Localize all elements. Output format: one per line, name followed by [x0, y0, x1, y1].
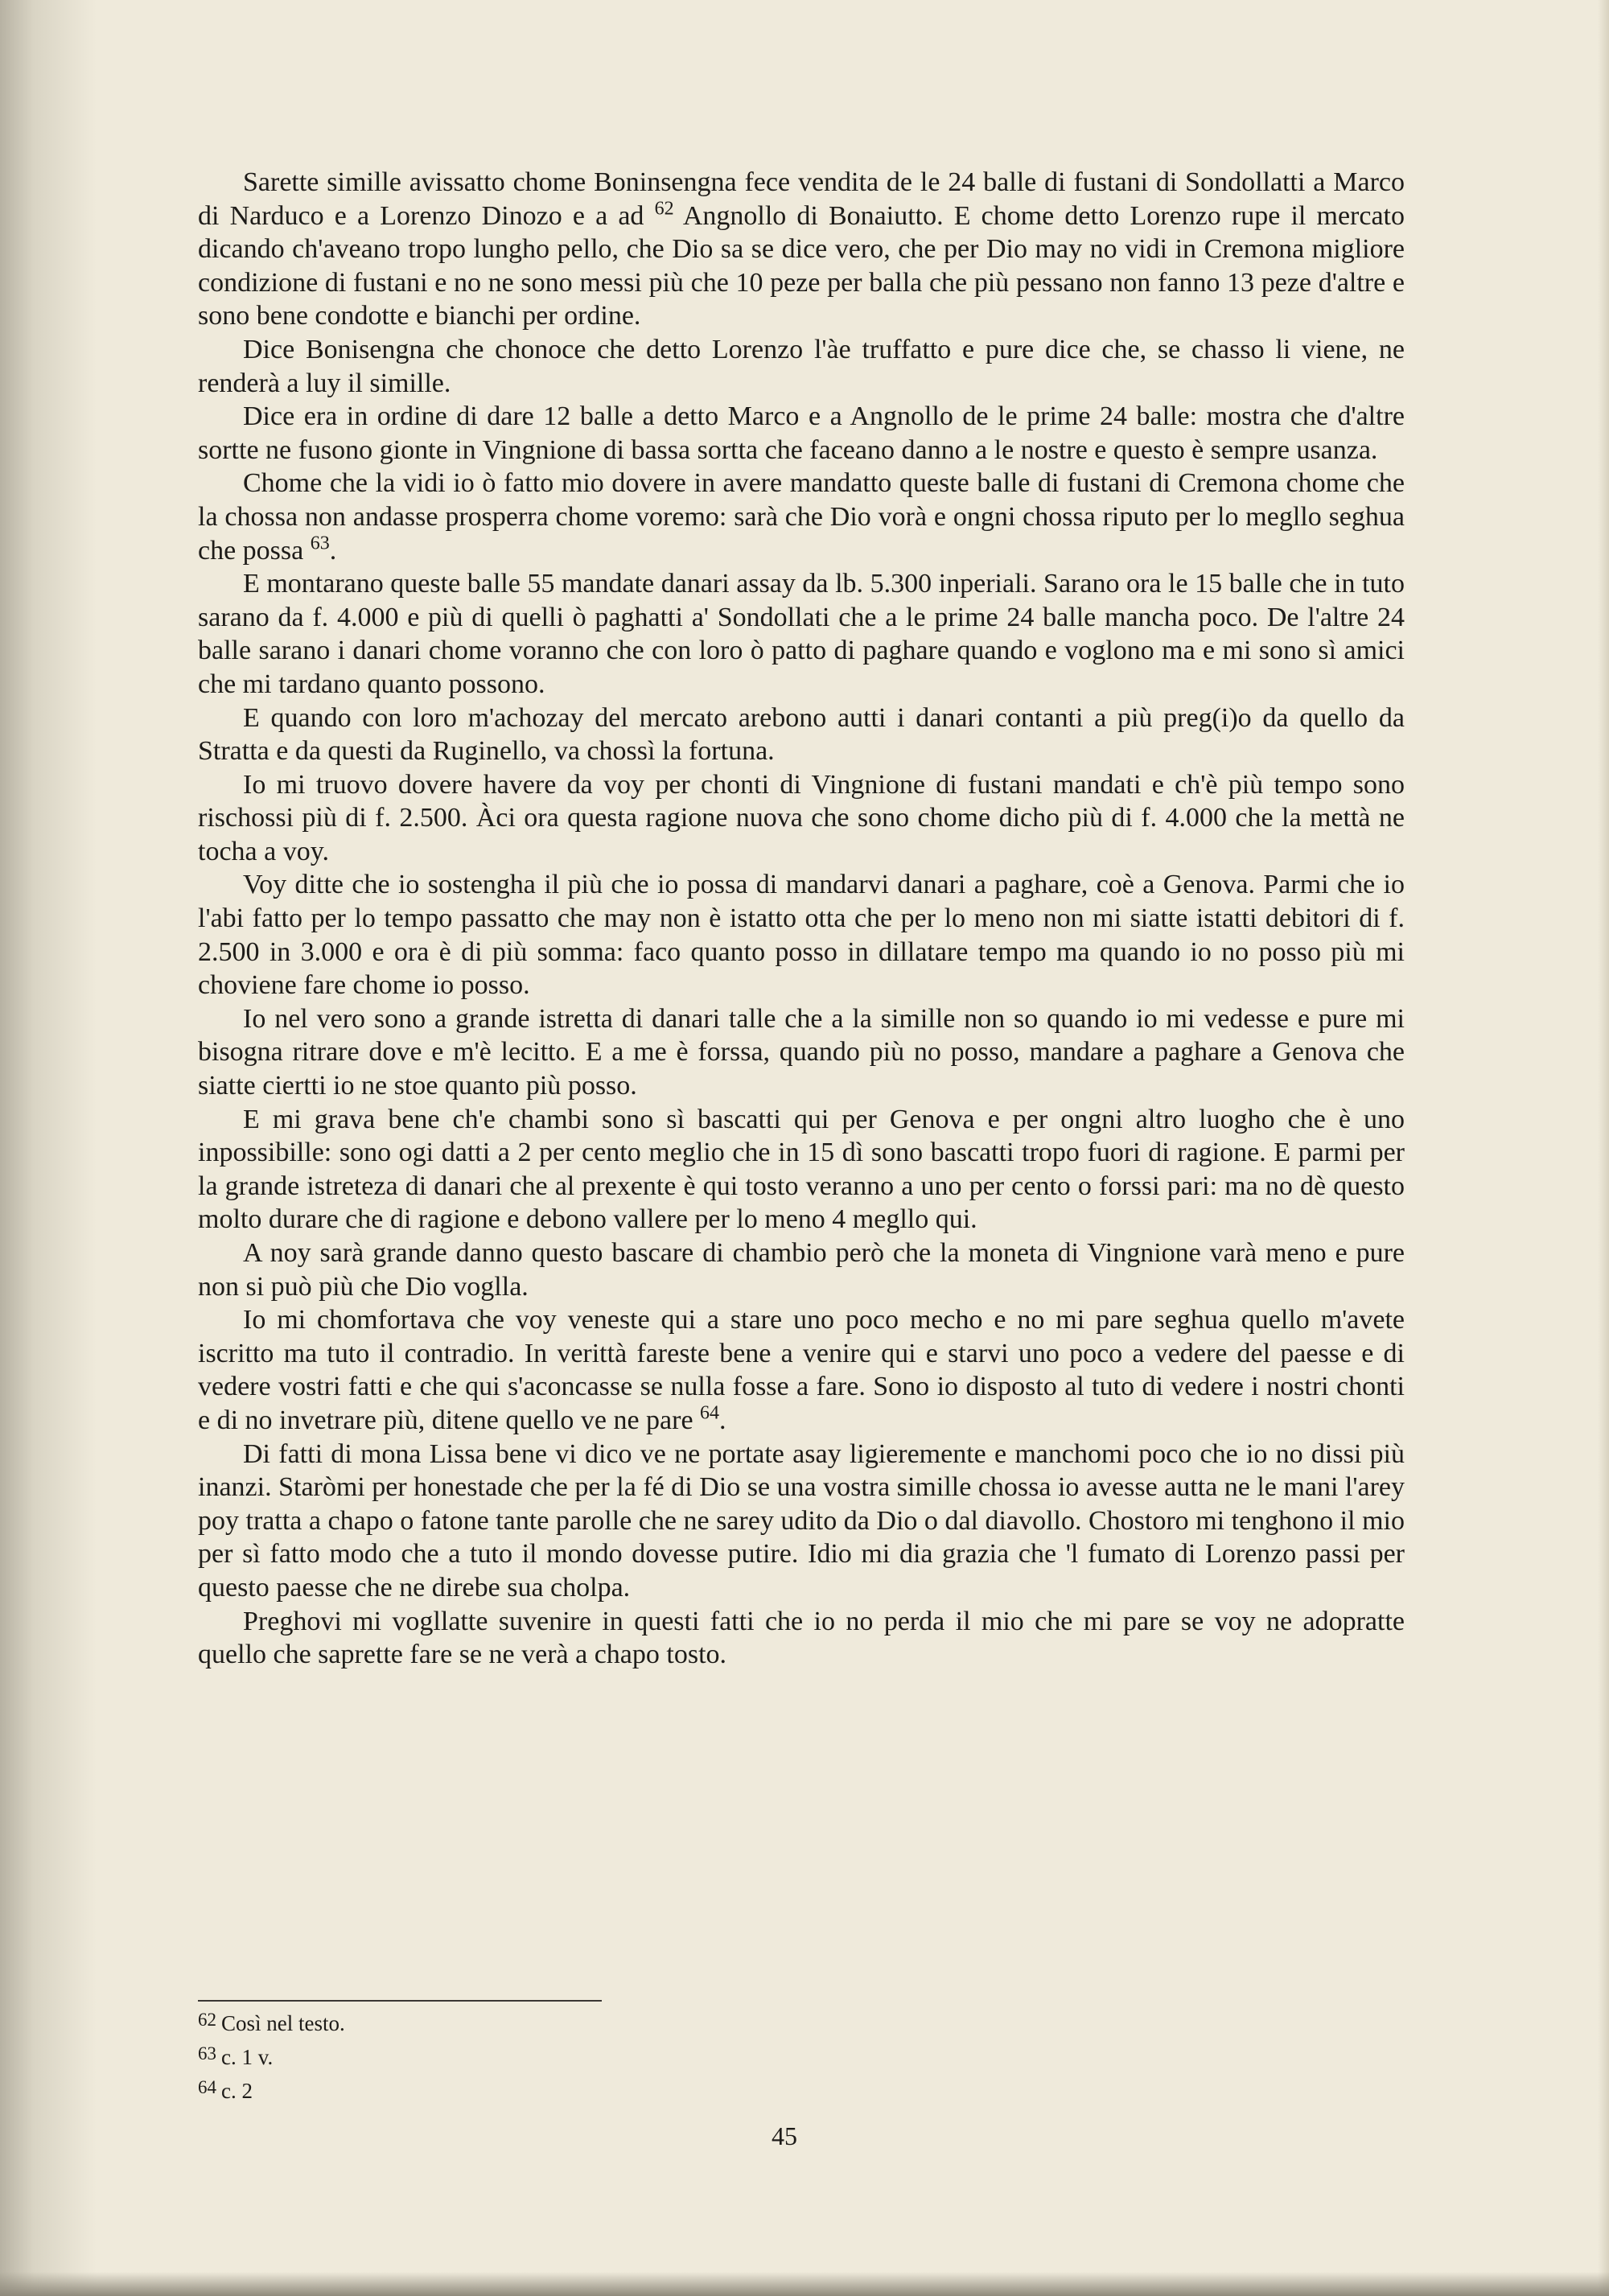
paragraph-text: Dice Bonisengna che chonoce che detto Lorenzo l'àe truffatto e pure dice che, se chasso li viene, ne renderà a luy il simille. — [198, 334, 1405, 398]
footnote — [198, 2039, 345, 2072]
footnote-ref: 63 — [310, 533, 330, 554]
paragraph — [198, 768, 1405, 869]
footnote-text: Così nel testo. — [221, 2011, 345, 2035]
paragraph — [198, 1438, 1405, 1605]
paragraph — [198, 868, 1405, 1002]
paragraph-text: A noy sarà grande danno questo bascare di chambio però che la moneta di Vingnione varà meno e pure non si può più che Dio voglla. — [198, 1238, 1405, 1302]
paragraph — [198, 567, 1405, 701]
paragraph-text: E mi grava bene ch'e chambi sono sì bascatti qui per Genova e per ongni altro luogho che è uno inpossibille: sono ogi datti a 2 per cento meglio che in 15 dì sono bascatti tropo fuori di ragione. E parmi per la grande istreteza di danari che al prexente è qui tosto veranno a uno per cento o forssi pari: ma no dè questo molto durare che di ragione e debono vallere per lo meno 4 megllo qui. — [198, 1104, 1405, 1235]
paragraph — [198, 1303, 1405, 1437]
paragraph-text: . — [329, 535, 337, 566]
paragraph-text: E quando con loro m'achozay del mercato arebono autti i danari contanti a più preg(i)o da quello da Stratta e da questi da Ruginello, va chossì la fortuna. — [198, 702, 1405, 767]
footnote-ref: 64 — [700, 1402, 720, 1424]
footnote-text: c. 2 — [221, 2079, 253, 2103]
paragraph-text: Sarette simille avissatto chome Boninsengna fece vendita de le 24 balle di fustani di Sondollatti a Marco di Narduco e a Lorenzo Dinozo e a ad — [198, 167, 1405, 231]
paragraph-text: Angnollo di Bonaiutto. E chome detto Lorenzo rupe il mercato dicando ch'aveano tropo lungho pello, che Dio sa se dice vero, che per Dio may no vidi in Cremona migliore condizione di fustani e no ne sono messi più che 10 peze per balla che più pessano non fanno 13 peze d'altre e sono bene condotte e bianchi per ordine. — [198, 200, 1405, 331]
paragraph — [198, 1002, 1405, 1103]
footnote-number: 62 — [198, 2010, 216, 2030]
footnote-text: c. 1 v. — [221, 2045, 274, 2069]
footnote-separator — [198, 2000, 602, 2002]
paragraph-text: E montarano queste balle 55 mandate danari assay da lb. 5.300 inperiali. Sarano ora le 15 balle che in tuto sarano da f. 4.000 e più di quelli ò paghatti a' Sondollati che a le prime 24 balle mancha poco. De l'altre 24 balle sarano i danari chome voranno che con loro ò patto di paghare quando e voglono ma e mi sono sì amici che mi tardano quanto possono. — [198, 569, 1405, 699]
paragraph-text: Chome che la vidi io ò fatto mio dovere in avere mandatto queste balle di fustani di Cremona chome che la chossa non andasse prosperra chome voremo: sarà che Dio vorà e ongni chossa riputo per lo megllo seghua che possa — [198, 468, 1405, 566]
page-edge — [1598, 0, 1609, 2296]
paragraph — [198, 1103, 1405, 1236]
paragraph — [198, 1605, 1405, 1672]
paragraph — [198, 166, 1405, 333]
paragraph-text: Io mi truovo dovere havere da voy per chonti di Vingnione di fustani mandati e ch'è più tempo sono rischossi più di f. 2.500. Àci ora questa ragione nuova che sono chome dicho più di f. 4.000 che la mettà ne tocha a voy. — [198, 769, 1405, 866]
footnote-number: 64 — [198, 2077, 216, 2097]
binding-shadow — [0, 0, 97, 2296]
footnotes — [198, 2005, 345, 2106]
paragraph — [198, 333, 1405, 400]
paragraph — [198, 1236, 1405, 1303]
footnote-number: 63 — [198, 2043, 216, 2064]
paragraph-text: Voy ditte che io sostengha il più che io possa di mandarvi danari a paghare, coè a Genova. Parmi che io l'abi fatto per lo tempo passatto che may non è istatto otta che per lo meno non mi siatte istatti debitori di f. 2.500 in 3.000 e ora è di più somma: faco quanto posso in dillatare tempo ma quando io no posso più mi choviene fare chome io posso. — [198, 870, 1405, 1001]
paragraph-text: . — [719, 1405, 726, 1435]
main-text — [198, 166, 1405, 1672]
page-number: 45 — [772, 2121, 797, 2150]
footnote — [198, 2072, 345, 2106]
paragraph — [198, 702, 1405, 768]
footnote — [198, 2005, 345, 2039]
footnote-ref: 62 — [654, 198, 674, 220]
paragraph-text: Di fatti di mona Lissa bene vi dico ve ne portate asay ligieremente e manchomi poco che io no dissi più inanzi. Staròmi per honestade che per la fé di Dio se una vostra simille chossa io avesse autta ne le mani l'arey poy tratta a chapo o fatone tante parolle che ne sarey udito da Dio o dal diavollo. Chostoro mi tenghono il mio per sì fatto modo che a tuto il mondo dovesse putire. Idio mi dia grazia che 'l fumato di Lorenzo passi per questo paesse che ne direbe sua cholpa. — [198, 1438, 1405, 1603]
paragraph-text: Io nel vero sono a grande istretta di danari talle che a la simille non so quando io mi vedesse e pure mi bisogna ritrare dove e m'è lecitto. E a me è forssa, quando più no posso, mandare a paghare a Genova che siatte ciertti io ne stoe quanto più posso. — [198, 1003, 1405, 1101]
paragraph-text: Dice era in ordine di dare 12 balle a detto Marco e a Angnollo de le prime 24 balle: mostra che d'altre sortte ne fusono gionte in Vingnione di bassa sortta che faceano danno a le nostre e questo è sempre usanza. — [198, 401, 1405, 465]
paragraph-text: Io mi chomfortava che voy veneste qui a stare uno poco mecho e no mi pare seghua quello m'avete iscritto ma tuto il contradio. In verittà fareste bene a venire qui e starvi uno poco a vedere del paesse e di vedere vostri fatti e che qui s'aconcasse se nulla fosse a fare. Sono io disposto al tuto di vedere i nostri chonti e di no invetrare più, ditene quello ve ne pare — [198, 1305, 1405, 1435]
paragraph — [198, 467, 1405, 567]
paragraph-text: Preghovi mi vogllatte suvenire in questi fatti che io no perda il mio che mi pare se voy ne adopratte quello che saprette fare se ne verà a chapo tosto. — [198, 1606, 1405, 1670]
paragraph — [198, 400, 1405, 467]
bottom-edge-shadow — [0, 2272, 1609, 2296]
